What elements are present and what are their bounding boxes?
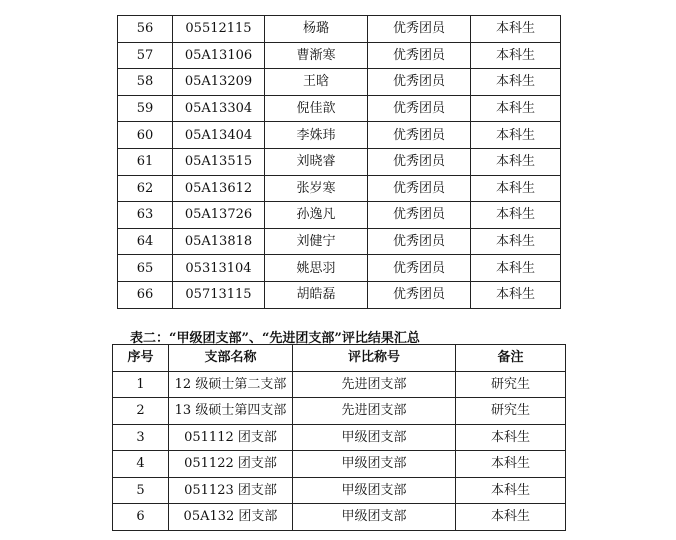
cell-name: 刘晓睿 — [265, 148, 368, 175]
cell-serial: 6 — [113, 504, 169, 531]
cell-serial: 60 — [118, 122, 173, 149]
cell-honor: 优秀团员 — [368, 16, 471, 43]
cell-category: 本科生 — [471, 202, 561, 229]
cell-honor: 优秀团员 — [368, 42, 471, 69]
cell-student-id: 05A13304 — [173, 95, 265, 122]
header-serial: 序号 — [113, 345, 169, 372]
cell-student-id: 05A13209 — [173, 69, 265, 96]
header-award-title: 评比称号 — [293, 345, 456, 372]
cell-honor: 优秀团员 — [368, 281, 471, 308]
cell-name: 姚思羽 — [265, 255, 368, 282]
cell-student-id: 05713115 — [173, 281, 265, 308]
cell-student-id: 05512115 — [173, 16, 265, 43]
cell-serial: 1 — [113, 371, 169, 398]
cell-honor: 优秀团员 — [368, 148, 471, 175]
table-row — [113, 398, 566, 425]
cell-name: 胡皓磊 — [265, 281, 368, 308]
cell-serial: 56 — [118, 16, 173, 43]
table2-header-row — [113, 345, 566, 372]
cell-branch-name: 12 级硕士第二支部 — [169, 371, 293, 398]
table-row — [118, 202, 561, 229]
cell-remarks: 研究生 — [456, 371, 566, 398]
cell-serial: 3 — [113, 424, 169, 451]
cell-serial: 65 — [118, 255, 173, 282]
table-row — [113, 477, 566, 504]
cell-serial: 2 — [113, 398, 169, 425]
table-row — [113, 424, 566, 451]
table-row — [118, 122, 561, 149]
cell-branch-name: 13 级硕士第四支部 — [169, 398, 293, 425]
table-row — [118, 95, 561, 122]
cell-serial: 61 — [118, 148, 173, 175]
table-row — [118, 42, 561, 69]
cell-serial: 58 — [118, 69, 173, 96]
cell-honor: 优秀团员 — [368, 69, 471, 96]
cell-category: 本科生 — [471, 255, 561, 282]
cell-name: 曹渐寒 — [265, 42, 368, 69]
cell-name: 李姝玮 — [265, 122, 368, 149]
cell-remarks: 本科生 — [456, 424, 566, 451]
cell-student-id: 05A13515 — [173, 148, 265, 175]
cell-name: 倪佳歆 — [265, 95, 368, 122]
cell-category: 本科生 — [471, 122, 561, 149]
cell-student-id: 05313104 — [173, 255, 265, 282]
table-row — [113, 451, 566, 478]
cell-award-title: 甲级团支部 — [293, 451, 456, 478]
cell-honor: 优秀团员 — [368, 122, 471, 149]
cell-serial: 57 — [118, 42, 173, 69]
cell-honor: 优秀团员 — [368, 202, 471, 229]
cell-serial: 5 — [113, 477, 169, 504]
cell-honor: 优秀团员 — [368, 175, 471, 202]
cell-name: 刘健宁 — [265, 228, 368, 255]
cell-name: 杨璐 — [265, 16, 368, 43]
cell-name: 张岁寒 — [265, 175, 368, 202]
cell-serial: 64 — [118, 228, 173, 255]
cell-serial: 59 — [118, 95, 173, 122]
cell-honor: 优秀团员 — [368, 228, 471, 255]
cell-student-id: 05A13612 — [173, 175, 265, 202]
cell-serial: 66 — [118, 281, 173, 308]
cell-remarks: 本科生 — [456, 504, 566, 531]
table-row — [113, 504, 566, 531]
cell-remarks: 研究生 — [456, 398, 566, 425]
table-row — [118, 148, 561, 175]
table-row — [113, 371, 566, 398]
cell-award-title: 甲级团支部 — [293, 424, 456, 451]
table-row — [118, 69, 561, 96]
table-row — [118, 281, 561, 308]
cell-serial: 62 — [118, 175, 173, 202]
cell-award-title: 甲级团支部 — [293, 477, 456, 504]
cell-category: 本科生 — [471, 16, 561, 43]
cell-branch-name: 05A132 团支部 — [169, 504, 293, 531]
cell-category: 本科生 — [471, 95, 561, 122]
cell-branch-name: 051122 团支部 — [169, 451, 293, 478]
cell-award-title: 先进团支部 — [293, 371, 456, 398]
cell-category: 本科生 — [471, 281, 561, 308]
cell-student-id: 05A13106 — [173, 42, 265, 69]
cell-name: 孙逸凡 — [265, 202, 368, 229]
cell-honor: 优秀团员 — [368, 95, 471, 122]
cell-name: 王晗 — [265, 69, 368, 96]
cell-honor: 优秀团员 — [368, 255, 471, 282]
cell-remarks: 本科生 — [456, 451, 566, 478]
cell-category: 本科生 — [471, 175, 561, 202]
cell-category: 本科生 — [471, 42, 561, 69]
cell-student-id: 05A13818 — [173, 228, 265, 255]
header-remarks: 备注 — [456, 345, 566, 372]
cell-category: 本科生 — [471, 69, 561, 96]
cell-award-title: 甲级团支部 — [293, 504, 456, 531]
cell-student-id: 05A13726 — [173, 202, 265, 229]
cell-student-id: 05A13404 — [173, 122, 265, 149]
header-branch-name: 支部名称 — [169, 345, 293, 372]
table-row — [118, 16, 561, 43]
cell-branch-name: 051112 团支部 — [169, 424, 293, 451]
branch-evaluation-table — [112, 344, 566, 531]
cell-category: 本科生 — [471, 228, 561, 255]
table-row — [118, 255, 561, 282]
table-row — [118, 175, 561, 202]
cell-branch-name: 051123 团支部 — [169, 477, 293, 504]
cell-serial: 4 — [113, 451, 169, 478]
cell-remarks: 本科生 — [456, 477, 566, 504]
cell-category: 本科生 — [471, 148, 561, 175]
table-row — [118, 228, 561, 255]
table2-caption: 表二：“甲级团支部”、“先进团支部”评比结果汇总 — [130, 331, 420, 346]
cell-award-title: 先进团支部 — [293, 398, 456, 425]
honor-list-table — [117, 15, 561, 309]
cell-serial: 63 — [118, 202, 173, 229]
